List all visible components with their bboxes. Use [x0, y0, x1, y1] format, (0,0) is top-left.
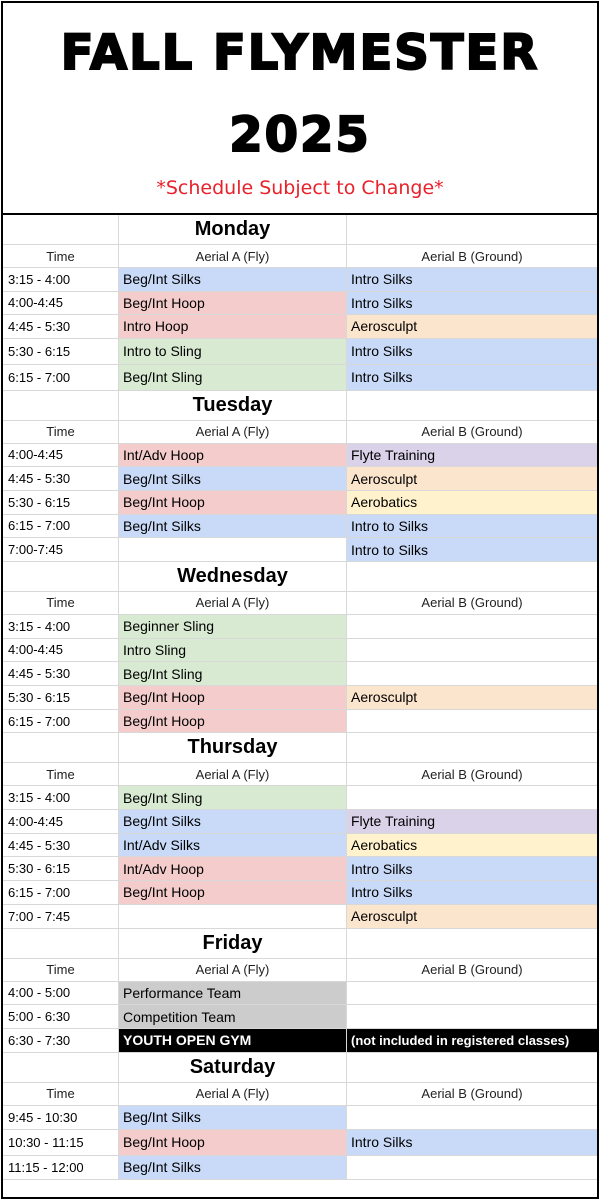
time-column-header: Time: [3, 592, 119, 614]
table-row: [3, 905, 597, 929]
time-slot: 4:00-4:45: [3, 292, 119, 315]
day-spacer: [3, 391, 119, 420]
table-row: [3, 292, 597, 316]
aerial-b-class: [347, 1106, 597, 1129]
time-slot: 6:15 - 7:00: [3, 365, 119, 390]
aerial-b-class: Intro to Silks: [347, 538, 597, 561]
column-header-row: [3, 421, 597, 444]
aerial-b-class: Intro Silks: [347, 881, 597, 904]
aerial-a-class: Beg/Int Sling: [119, 365, 347, 390]
column-header-row: [3, 592, 597, 615]
table-row: [3, 538, 597, 562]
day-title-thursday: Thursday: [119, 733, 347, 762]
aerial-b-column-header: Aerial B (Ground): [421, 424, 523, 439]
table-row: [3, 1130, 597, 1156]
table-row: [3, 710, 597, 734]
day-spacer: [347, 562, 597, 591]
table-row: [3, 1106, 597, 1130]
aerial-a-class: Beg/Int Hoop: [119, 686, 347, 709]
table-row: [3, 491, 597, 515]
aerial-a-class: Performance Team: [119, 982, 347, 1005]
aerial-a-class: Beg/Int Silks: [119, 515, 347, 538]
day-row-friday: [3, 929, 597, 959]
time-slot: 4:45 - 5:30: [3, 315, 119, 338]
day-title-friday: Friday: [119, 929, 347, 958]
aerial-a-class: Beginner Sling: [119, 615, 347, 638]
day-spacer: [347, 391, 597, 420]
aerial-b-class: [347, 1005, 597, 1028]
table-row: [3, 315, 597, 339]
aerial-b-class: [347, 786, 597, 809]
aerial-b-class: Intro Silks: [347, 857, 597, 880]
table-row: [3, 881, 597, 905]
day-row-saturday: [3, 1053, 597, 1083]
column-header-row: [3, 959, 597, 982]
time-slot: 6:15 - 7:00: [3, 515, 119, 538]
time-slot: 3:15 - 4:00: [3, 615, 119, 638]
day-title-wednesday: Wednesday: [119, 562, 347, 591]
time-column-header: Time: [3, 763, 119, 785]
poster-title-line-1: FALL FLYMESTER: [60, 25, 540, 81]
day-spacer: [347, 215, 597, 244]
aerial-b-class: Intro Silks: [347, 339, 597, 364]
aerial-a-class: Beg/Int Hoop: [119, 710, 347, 733]
aerial-a-class: [119, 905, 347, 928]
day-spacer: [3, 562, 119, 591]
aerial-b-class: Intro Silks: [347, 1130, 597, 1155]
day-spacer: [347, 733, 597, 762]
table-row: [3, 982, 597, 1006]
column-header-row: [3, 763, 597, 786]
time-slot: 4:00-4:45: [3, 444, 119, 467]
time-slot: 6:30 - 7:30: [3, 1029, 119, 1052]
day-spacer: [3, 215, 119, 244]
aerial-b-class: Aerosculpt: [347, 905, 597, 928]
aerial-b-column-header: Aerial B (Ground): [421, 766, 523, 782]
time-slot: 4:45 - 5:30: [3, 662, 119, 685]
table-row: [3, 786, 597, 810]
aerial-b-class: [347, 639, 597, 662]
time-slot: 9:45 - 10:30: [3, 1106, 119, 1129]
time-slot: 4:00-4:45: [3, 810, 119, 833]
aerial-b-class: Flyte Training: [347, 810, 597, 833]
aerial-a-column-header: Aerial A (Fly): [119, 1083, 347, 1105]
table-row: [3, 857, 597, 881]
aerial-a-class: Beg/Int Hoop: [119, 881, 347, 904]
table-row: [3, 1029, 597, 1053]
aerial-a-class: Beg/Int Sling: [119, 662, 347, 685]
table-row: [3, 639, 597, 663]
table-row: [3, 662, 597, 686]
table-row: [3, 268, 597, 292]
aerial-b-class: Aerosculpt: [347, 315, 597, 338]
table-row: [3, 1156, 597, 1180]
aerial-a-class: Int/Adv Silks: [119, 834, 347, 857]
time-slot: 7:00-7:45: [3, 538, 119, 561]
aerial-a-class: Int/Adv Hoop: [119, 444, 347, 467]
schedule-poster: [1, 1, 599, 1199]
aerial-b-class: Intro Silks: [347, 292, 597, 315]
aerial-b-class: Intro Silks: [347, 365, 597, 390]
table-row: [3, 467, 597, 491]
time-slot: 4:00-4:45: [3, 639, 119, 662]
time-slot: 3:15 - 4:00: [3, 786, 119, 809]
table-row: [3, 615, 597, 639]
day-row-tuesday: [3, 391, 597, 421]
aerial-b-class: Aerobatics: [347, 491, 597, 514]
column-header-row: [3, 1083, 597, 1106]
day-spacer: [3, 733, 119, 762]
aerial-a-class: Intro to Sling: [119, 339, 347, 364]
schedule-table: [3, 215, 597, 1180]
time-slot: 5:00 - 6:30: [3, 1005, 119, 1028]
day-title-monday: Monday: [119, 215, 347, 244]
time-slot: 5:30 - 6:15: [3, 857, 119, 880]
time-slot: 10:30 - 11:15: [3, 1130, 119, 1155]
day-row-thursday: [3, 733, 597, 763]
time-slot: 6:15 - 7:00: [3, 710, 119, 733]
column-header-row: [3, 245, 597, 268]
time-slot: 5:30 - 6:15: [3, 686, 119, 709]
day-title-tuesday: Tuesday: [119, 391, 347, 420]
aerial-b-class: Aerobatics: [347, 834, 597, 857]
day-row-wednesday: [3, 562, 597, 592]
time-column-header: Time: [3, 959, 119, 981]
aerial-a-class: Beg/Int Silks: [119, 810, 347, 833]
aerial-b-class: [347, 615, 597, 638]
aerial-a-class: Beg/Int Hoop: [119, 491, 347, 514]
aerial-b-class: [347, 710, 597, 733]
aerial-b-class: [347, 1156, 597, 1179]
aerial-a-class: Beg/Int Silks: [119, 1106, 347, 1129]
aerial-a-class: Beg/Int Sling: [119, 786, 347, 809]
aerial-a-column-header: Aerial A (Fly): [119, 959, 347, 981]
time-slot: 3:15 - 4:00: [3, 268, 119, 291]
aerial-b-class: Flyte Training: [347, 444, 597, 467]
aerial-b-class: Aerosculpt: [347, 467, 597, 490]
aerial-b-column-header: Aerial B (Ground): [421, 1086, 523, 1102]
table-row: [3, 834, 597, 858]
time-slot: 11:15 - 12:00: [3, 1156, 119, 1179]
table-row: [3, 1005, 597, 1029]
aerial-a-class: Intro Sling: [119, 639, 347, 662]
day-spacer: [347, 1053, 597, 1082]
table-row: [3, 686, 597, 710]
time-slot: 6:15 - 7:00: [3, 881, 119, 904]
aerial-a-column-header: Aerial A (Fly): [119, 245, 347, 267]
schedule-disclaimer: *Schedule Subject to Change*: [156, 177, 444, 199]
aerial-b-class: (not included in registered classes): [347, 1029, 597, 1052]
aerial-a-class: Beg/Int Silks: [119, 1156, 347, 1179]
aerial-b-class: Intro Silks: [347, 268, 597, 291]
aerial-a-class: [119, 538, 347, 561]
aerial-b-class: [347, 982, 597, 1005]
time-slot: 5:30 - 6:15: [3, 339, 119, 364]
aerial-b-class: Intro to Silks: [347, 515, 597, 538]
aerial-b-column-header: Aerial B (Ground): [421, 248, 523, 264]
table-row: [3, 810, 597, 834]
aerial-a-class: Intro Hoop: [119, 315, 347, 338]
aerial-a-class: Competition Team: [119, 1005, 347, 1028]
day-spacer: [3, 929, 119, 958]
day-spacer: [347, 929, 597, 958]
aerial-a-class: Int/Adv Hoop: [119, 857, 347, 880]
table-row: [3, 515, 597, 539]
aerial-a-class: Beg/Int Silks: [119, 467, 347, 490]
aerial-a-column-header: Aerial A (Fly): [119, 421, 347, 443]
time-column-header: Time: [3, 1083, 119, 1105]
day-row-monday: [3, 215, 597, 245]
table-row: [3, 365, 597, 391]
time-slot: 4:00 - 5:00: [3, 982, 119, 1005]
aerial-a-column-header: Aerial A (Fly): [119, 763, 347, 785]
table-row: [3, 444, 597, 468]
time-column-header: Time: [3, 421, 119, 443]
poster-header: [3, 3, 597, 215]
aerial-a-class: Beg/Int Silks: [119, 268, 347, 291]
time-slot: 4:45 - 5:30: [3, 467, 119, 490]
aerial-a-column-header: Aerial A (Fly): [119, 592, 347, 614]
day-spacer: [3, 1053, 119, 1082]
aerial-b-class: Aerosculpt: [347, 686, 597, 709]
time-slot: 7:00 - 7:45: [3, 905, 119, 928]
aerial-a-class: Beg/Int Hoop: [119, 1130, 347, 1155]
time-slot: 4:45 - 5:30: [3, 834, 119, 857]
aerial-b-class: [347, 662, 597, 685]
aerial-b-column-header: Aerial B (Ground): [421, 595, 523, 611]
aerial-a-class: Beg/Int Hoop: [119, 292, 347, 315]
time-slot: 5:30 - 6:15: [3, 491, 119, 514]
poster-title-line-2: 2025: [229, 107, 371, 163]
time-column-header: Time: [3, 245, 119, 267]
day-title-saturday: Saturday: [119, 1053, 347, 1082]
aerial-b-column-header: Aerial B (Ground): [421, 962, 523, 977]
table-row: [3, 339, 597, 365]
aerial-a-class: YOUTH OPEN GYM: [119, 1029, 347, 1052]
